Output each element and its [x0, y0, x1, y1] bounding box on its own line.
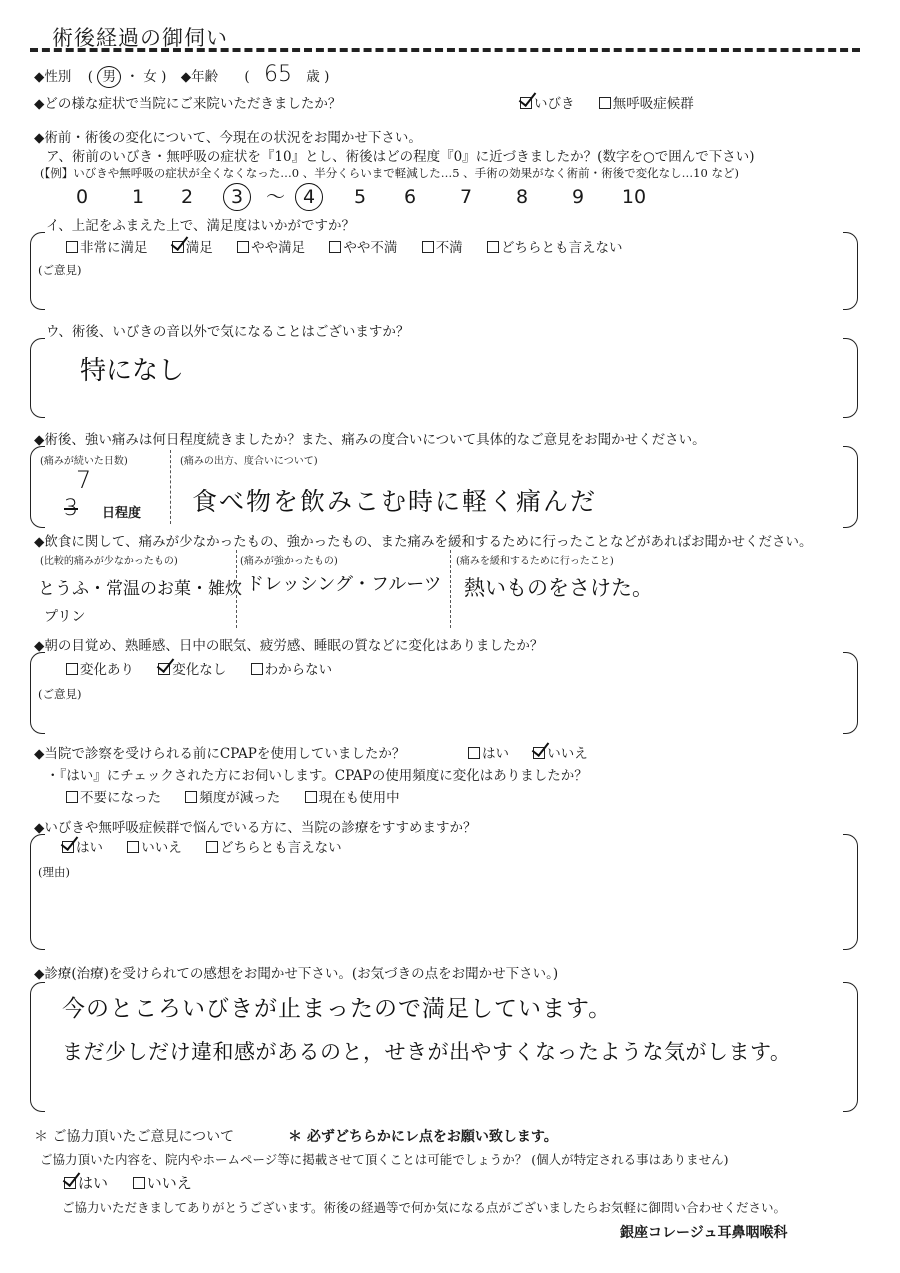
checkbox-icon[interactable]: [329, 241, 341, 253]
checkbox-checked-icon[interactable]: [172, 241, 184, 253]
title-divider: [30, 48, 860, 52]
scale-tilde: ～: [266, 186, 286, 208]
satisfaction-option[interactable]: 非常に満足: [66, 240, 148, 256]
gender-row: ◆性別 ( 男 ・ 女 ) ◆年齢 ( 65 歳 ): [34, 62, 330, 87]
satisfaction-option[interactable]: やや不満: [329, 240, 397, 256]
morning-question: ◆朝の目覚め、熟睡感、日中の眠気、疲労感、睡眠の質などに変化はありましたか？: [34, 638, 544, 654]
scale-2[interactable]: 2: [180, 186, 194, 208]
pain-question: ◆術後、強い痛みは何日程度続きましたか？また、痛みの度合いについて具体的なご意見をお聞かせください。: [34, 432, 706, 448]
morning-option[interactable]: わからない: [251, 662, 333, 678]
checkbox-icon[interactable]: [237, 241, 249, 253]
consent-option-yes[interactable]: はい: [64, 1174, 108, 1192]
pain-bracket-right: [843, 446, 858, 528]
cpap-sub-option[interactable]: 不要になった: [66, 790, 161, 806]
satisfaction-options: [66, 236, 642, 256]
symptom-option-snoring[interactable]: いびき: [520, 96, 575, 112]
food-divider-2: [450, 550, 451, 628]
food-less-answer[interactable]: とうふ・常温のお菓・雑炊: [38, 579, 242, 599]
checkbox-icon[interactable]: [487, 241, 499, 253]
form-title: 術後経過の御伺い: [52, 26, 228, 50]
food-relief-answer[interactable]: 熱いものをさけた。: [464, 576, 653, 600]
age-label: ◆年齢: [180, 69, 219, 85]
checkbox-checked-icon[interactable]: [158, 663, 170, 675]
food-less-label: (比較的痛みが少なかったもの): [40, 556, 178, 567]
cpap-question: ◆当院で診察を受けられる前にCPAPを使用していましたか？: [34, 746, 406, 762]
scale-1[interactable]: 1: [131, 186, 145, 208]
satisfaction-option[interactable]: 不満: [422, 240, 463, 256]
other-concern-answer[interactable]: 特になし: [80, 356, 185, 386]
gender-male-option[interactable]: 男: [97, 66, 121, 88]
checkbox-checked-icon[interactable]: [62, 841, 74, 853]
impression-bracket-right: [843, 982, 858, 1112]
checkbox-icon[interactable]: [599, 97, 611, 109]
recommend-question: ◆いびきや無呼吸症候群で悩んでいる方に、当院の診療をすすめますか？: [34, 820, 477, 836]
scale-6[interactable]: 6: [403, 186, 417, 208]
footer-heading-1: ＊ ご協力頂いたご意見について: [34, 1129, 235, 1145]
checkbox-icon[interactable]: [305, 791, 317, 803]
recommend-bracket-right: [843, 834, 858, 950]
satisfaction-question: イ、上記をふまえた上で、満足度はいかがですか？: [46, 218, 356, 234]
scale-10[interactable]: 10: [621, 186, 647, 208]
morning-bracket-right: [843, 652, 858, 734]
scale-8[interactable]: 8: [515, 186, 529, 208]
change-a-question: ア、術前のいびき・無呼吸の症状を『10』とし、術後はどの程度『0』に近づきましたか？(数字を○で囲んで下さい): [46, 149, 755, 165]
pain-detail-label: (痛みの出方、度合いについて): [180, 456, 318, 467]
food-less-answer-2[interactable]: プリン: [44, 609, 86, 625]
consent-options: [64, 1172, 212, 1193]
pain-detail-answer[interactable]: 食べ物を飲みこむ時に軽く痛んだ: [192, 487, 598, 516]
concern-bracket-left: [30, 338, 45, 418]
age-value[interactable]: 65: [264, 62, 292, 87]
morning-option[interactable]: 変化あり: [66, 662, 134, 678]
morning-options: [66, 658, 352, 678]
recommend-option-yes[interactable]: はい: [62, 840, 103, 856]
impression-line-2[interactable]: まだ少しだけ違和感があるのと，せきが出やすくなったような気がします。: [62, 1040, 792, 1064]
scale-5[interactable]: 5: [353, 186, 367, 208]
pain-days-value[interactable]: 7: [76, 466, 92, 494]
change-question: ◆術前・術後の変化について、今現在の状況をお聞かせ下さい。: [34, 130, 422, 146]
satisfaction-option[interactable]: やや満足: [237, 240, 305, 256]
consent-question: ご協力頂いた内容を、院内やホームページ等に掲載させて頂くことは可能でしょうか？ (個人が特定される事はありません): [40, 1152, 729, 1167]
age-unit: 歳: [306, 69, 320, 85]
gender-female-option[interactable]: 女: [143, 69, 157, 85]
symptom-option-apnea[interactable]: 無呼吸症候群: [599, 96, 694, 112]
checkbox-icon[interactable]: [66, 791, 78, 803]
checkbox-icon[interactable]: [185, 791, 197, 803]
satisfaction-option[interactable]: どちらとも言えない: [487, 240, 623, 256]
clinic-name: 銀座コレージュ耳鼻咽喉科: [620, 1225, 788, 1241]
gender-label: ◆性別: [34, 69, 72, 85]
cpap-sub-option[interactable]: 頻度が減った: [185, 790, 280, 806]
pain-days-unit: 日程度: [102, 506, 142, 521]
gender-separator: ・: [125, 69, 140, 85]
consent-option-no[interactable]: いいえ: [133, 1174, 192, 1192]
checkbox-icon[interactable]: [422, 241, 434, 253]
cpap-sub-option[interactable]: 現在も使用中: [305, 790, 400, 806]
checkbox-checked-icon[interactable]: [64, 1177, 76, 1189]
satisfaction-bracket-right: [843, 232, 858, 310]
symptom-options: [520, 92, 714, 112]
checkbox-checked-icon[interactable]: [520, 97, 532, 109]
checkbox-icon[interactable]: [206, 841, 218, 853]
checkbox-icon[interactable]: [251, 663, 263, 675]
food-strong-answer[interactable]: ドレッシング・フルーツ: [246, 574, 442, 595]
footer-heading-2: ＊ 必ずどちらかにレ点をお願い致します。: [288, 1129, 558, 1145]
pain-days-label: (痛みが続いた日数): [40, 456, 128, 467]
impression-question: ◆診療(治療)を受けられての感想をお聞かせ下さい。(お気づきの点をお聞かせ下さい。): [34, 966, 559, 982]
impression-bracket-left: [30, 982, 45, 1112]
checkbox-icon[interactable]: [468, 747, 480, 759]
change-example: (【例】いびきや無呼吸の症状が全くなくなった…0 、半分くらいまで軽減した…5 、手術の効果がなく術前・術後で変化なし…10 など): [40, 166, 739, 180]
morning-option[interactable]: 変化なし: [158, 662, 226, 678]
thanks-message: ご協力いただきましてありがとうございます。術後の経過等で何か気になる点がございましたらお気軽に御問い合わせください。: [62, 1200, 787, 1215]
recommend-option-no[interactable]: いいえ: [127, 840, 182, 856]
satisfaction-opinion-label: (ご意見): [38, 263, 82, 277]
checkbox-checked-icon[interactable]: [533, 747, 545, 759]
concern-bracket-right: [843, 338, 858, 418]
pain-divider: [170, 450, 171, 524]
recommend-bracket-left: [30, 834, 45, 950]
pain-days-struck: 3: [64, 496, 78, 521]
checkbox-icon[interactable]: [133, 1177, 145, 1189]
cpap-sub-options: [66, 786, 420, 806]
checkbox-icon[interactable]: [66, 241, 78, 253]
checkbox-icon[interactable]: [66, 663, 78, 675]
satisfaction-option[interactable]: 満足: [172, 240, 213, 256]
cpap-option-yes[interactable]: はい: [468, 746, 509, 762]
recommend-options: [62, 836, 362, 856]
cpap-options: [468, 742, 608, 762]
change-scale: [54, 182, 662, 211]
food-relief-label: (痛みを緩和するために行ったこと): [456, 556, 614, 567]
cpap-option-no[interactable]: いいえ: [533, 746, 588, 762]
checkbox-icon[interactable]: [127, 841, 139, 853]
scale-0[interactable]: 0: [75, 186, 89, 208]
cpap-sub-question: ・『はい』にチェックされた方にお伺いします。CPAPの使用頻度に変化はありましたか？: [46, 768, 588, 784]
recommend-option-neutral[interactable]: どちらとも言えない: [206, 840, 342, 856]
food-strong-label: (痛みが強かったもの): [240, 556, 338, 567]
impression-line-1[interactable]: 今のところいびきが止まったので満足しています。: [62, 996, 613, 1022]
recommend-reason-label: (理由): [38, 865, 70, 879]
other-concern-question: ウ、術後、いびきの音以外で気になることはございますか？: [46, 324, 410, 340]
scale-4-circled[interactable]: 4: [295, 183, 323, 211]
food-question: ◆飲食に関して、痛みが少なかったもの、強かったもの、また痛みを緩和するために行ったことなどがあればお聞かせください。: [34, 534, 813, 550]
scale-9[interactable]: 9: [571, 186, 585, 208]
morning-opinion-label: (ご意見): [38, 687, 82, 701]
symptom-question: ◆どの様な症状で当院にご来院いただきましたか？: [34, 96, 342, 112]
scale-7[interactable]: 7: [459, 186, 473, 208]
scale-3-circled[interactable]: 3: [223, 183, 251, 211]
